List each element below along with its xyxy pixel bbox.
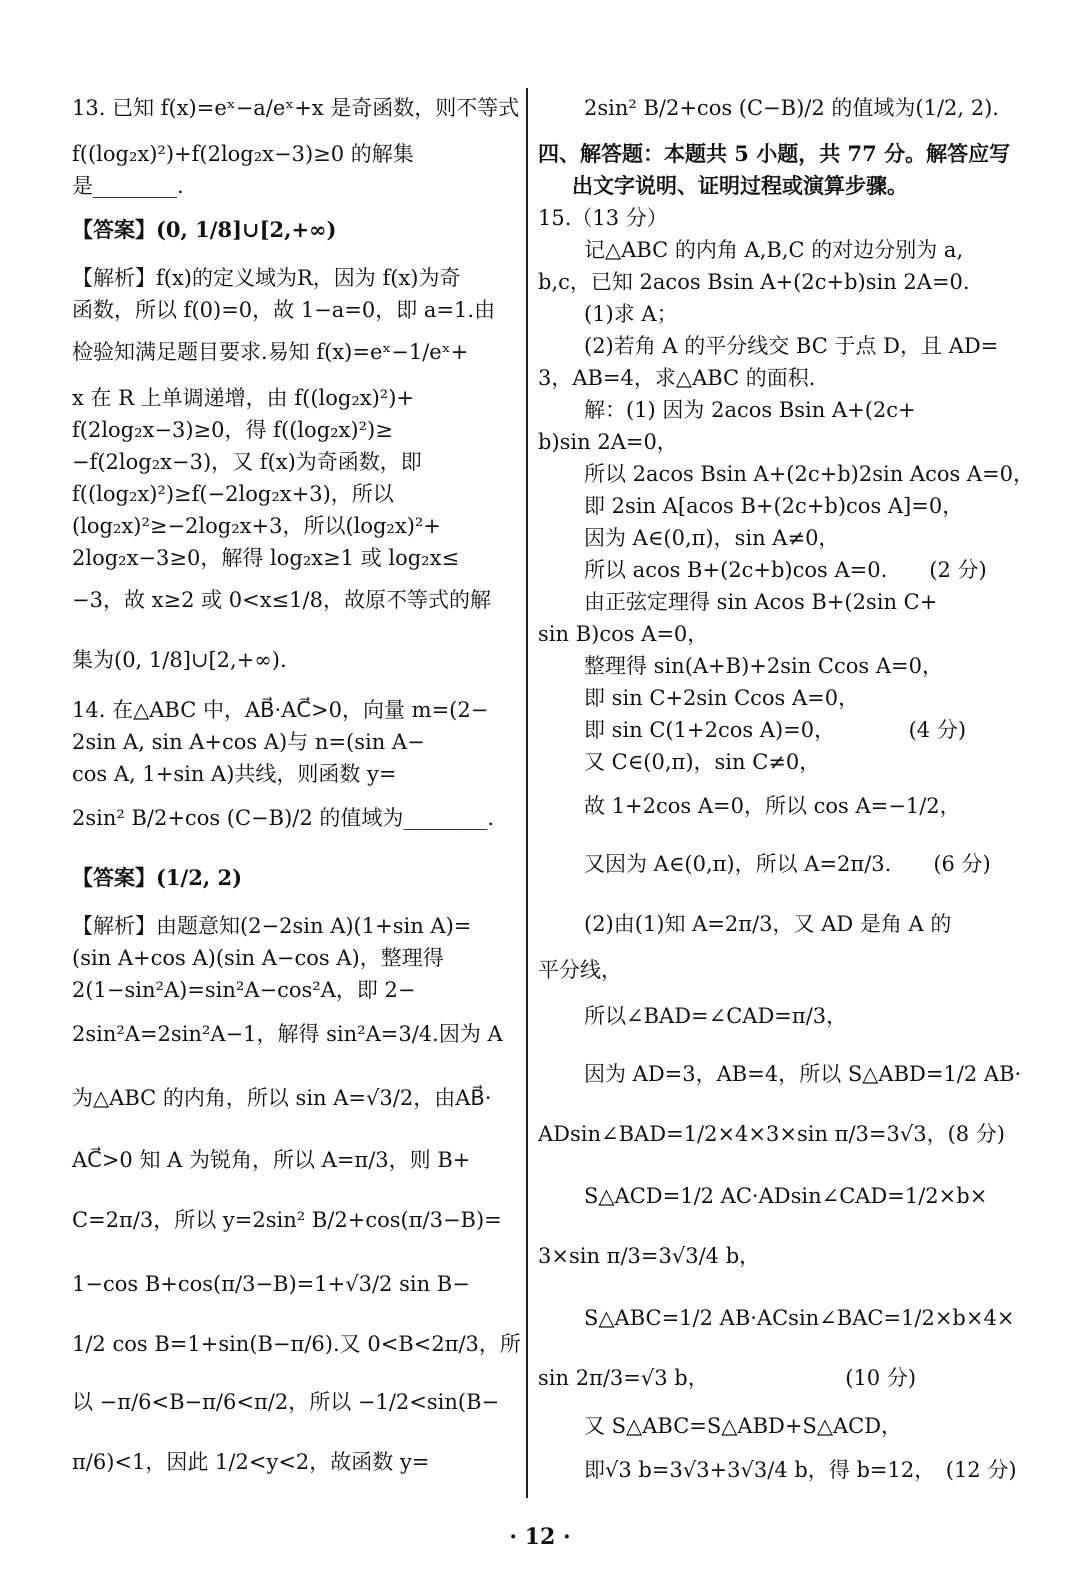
text-line: AC⃗>0 知 A 为锐角，所以 A=π/3，则 B+ (72, 1148, 471, 1172)
text-line: 又因为 A∈(0,π)，所以 A=2π/3. (6 分) (584, 852, 991, 876)
text-line: 由正弦定理得 sin Acos B+(2sin C+ (584, 590, 938, 614)
text-line: 2(1−sin²A)=sin²A−cos²A，即 2− (72, 978, 416, 1002)
text-line: 函数，所以 f(0)=0，故 1−a=0，即 a=1.由 (72, 298, 496, 322)
text-line: sin 2π/3=√3 b， (10 分) (538, 1366, 917, 1390)
text-line: 2sin A, sin A+cos A)与 n=(sin A− (72, 730, 425, 754)
text-line: 2log₂x−3≥0，解得 log₂x≥1 或 log₂x≤ (72, 546, 460, 570)
text-line: 为△ABC 的内角，所以 sin A=√3/2，由AB⃗· (72, 1086, 492, 1110)
text-line: 解：(1) 因为 2acos Bsin A+(2c+ (584, 398, 916, 422)
text-line: b,c，已知 2acos Bsin A+(2c+b)sin 2A=0. (538, 270, 970, 294)
text-line: 所以 acos B+(2c+b)cos A=0. (2 分) (584, 558, 987, 582)
answer-line: 【答案】(1/2, 2) (72, 865, 242, 890)
text-line: −3，故 x≥2 或 0<x≤1/8，故原不等式的解 (72, 588, 491, 612)
text-line: 【解析】由题意知(2−2sin A)(1+sin A)= (72, 914, 472, 938)
text-line: (2)若角 A 的平分线交 BC 于点 D，且 AD= (584, 334, 999, 358)
column-divider (526, 88, 528, 1498)
text-line: 13. 已知 f(x)=eˣ−a/eˣ+x 是奇函数，则不等式 (72, 96, 520, 120)
text-line: (1)求 A； (584, 302, 678, 326)
text-line: 1−cos B+cos(π/3−B)=1+√3/2 sin B− (72, 1272, 470, 1296)
text-line: 【解析】f(x)的定义域为R，因为 f(x)为奇 (72, 266, 461, 290)
text-line: f((log₂x)²)≥f(−2log₂x+3)，所以 (72, 482, 394, 506)
text-line: f((log₂x)²)+f(2log₂x−3)≥0 的解集 (72, 142, 414, 166)
text-line: π/6)<1，因此 1/2<y<2，故函数 y= (72, 1450, 430, 1474)
text-line: 2sin² B/2+cos (C−B)/2 的值域为(1/2, 2). (584, 96, 999, 120)
text-line: S△ACD=1/2 AC·ADsin∠CAD=1/2×b× (584, 1184, 988, 1208)
text-line: 检验知满足题目要求.易知 f(x)=eˣ−1/eˣ+ (72, 340, 469, 364)
answer-line: 【答案】(0, 1/8]∪[2,+∞) (72, 217, 337, 242)
text-line: f(2log₂x−3)≥0，得 f((log₂x)²)≥ (72, 418, 393, 442)
text-line: 所以 2acos Bsin A+(2c+b)2sin Acos A=0， (584, 462, 1035, 486)
text-line: 即√3 b=3√3+3√3/4 b，得 b=12， (12 分) (584, 1458, 1017, 1482)
text-line: 3×sin π/3=3√3/4 b， (538, 1244, 761, 1268)
section-heading: 出文字说明、证明过程或演算步骤。 (572, 173, 908, 198)
text-line: 平分线， (538, 958, 622, 982)
text-line: cos A, 1+sin A)共线，则函数 y= (72, 762, 397, 786)
text-line: 即 2sin A[acos B+(2c+b)cos A]=0， (584, 494, 964, 518)
text-line: sin B)cos A=0， (538, 622, 709, 646)
text-line: 所以∠BAD=∠CAD=π/3， (584, 1004, 848, 1028)
text-line: (sin A+cos A)(sin A−cos A)，整理得 (72, 946, 444, 970)
text-line: 因为 AD=3，AB=4，所以 S△ABD=1/2 AB· (584, 1062, 1022, 1086)
text-line: x 在 R 上单调递增，由 f((log₂x)²)+ (72, 386, 414, 410)
text-line: S△ABC=1/2 AB·ACsin∠BAC=1/2×b×4× (584, 1306, 1015, 1330)
page-number: · 12 · (509, 1524, 571, 1550)
text-line: 因为 A∈(0,π)，sin A≠0， (584, 526, 840, 550)
text-line: 3，AB=4，求△ABC 的面积. (538, 366, 816, 390)
text-line: ADsin∠BAD=1/2×4×3×sin π/3=3√3，(8 分) (538, 1122, 1006, 1146)
text-line: 是________. (72, 174, 184, 198)
text-line: b)sin 2A=0， (538, 430, 678, 454)
text-line: (2)由(1)知 A=2π/3，又 AD 是角 A 的 (584, 912, 952, 936)
text-line: 2sin² B/2+cos (C−B)/2 的值域为________. (72, 806, 495, 830)
text-line: 即 sin C+2sin Ccos A=0， (584, 686, 860, 710)
text-line: C=2π/3，所以 y=2sin² B/2+cos(π/3−B)= (72, 1208, 502, 1232)
text-line: 即 sin C(1+2cos A)=0， (4 分) (584, 718, 967, 742)
text-line: 整理得 sin(A+B)+2sin Ccos A=0， (584, 654, 943, 678)
question-number: 15.（13 分） (538, 206, 668, 230)
text-line: 故 1+2cos A=0，所以 cos A=−1/2， (584, 794, 961, 818)
text-line: 以 −π/6<B−π/6<π/2，所以 −1/2<sin(B− (72, 1390, 500, 1414)
text-line: 2sin²A=2sin²A−1，解得 sin²A=3/4.因为 A (72, 1022, 503, 1046)
text-line: 1/2 cos B=1+sin(B−π/6).又 0<B<2π/3，所 (72, 1332, 521, 1356)
section-heading: 四、解答题：本题共 5 小题，共 77 分。解答应写 (538, 141, 1011, 166)
text-line: −f(2log₂x−3)，又 f(x)为奇函数，即 (72, 450, 422, 474)
text-line: 又 S△ABC=S△ABD+S△ACD， (584, 1414, 903, 1438)
text-line: 14. 在△ABC 中，AB⃗·AC⃗>0，向量 m=(2− (72, 698, 489, 722)
text-line: 记△ABC 的内角 A,B,C 的对边分别为 a, (584, 238, 964, 262)
text-line: 又 C∈(0,π)，sin C≠0， (584, 750, 821, 774)
text-line: 集为(0, 1/8]∪[2,+∞). (72, 648, 287, 672)
text-line: (log₂x)²≥−2log₂x+3，所以(log₂x)²+ (72, 514, 441, 538)
